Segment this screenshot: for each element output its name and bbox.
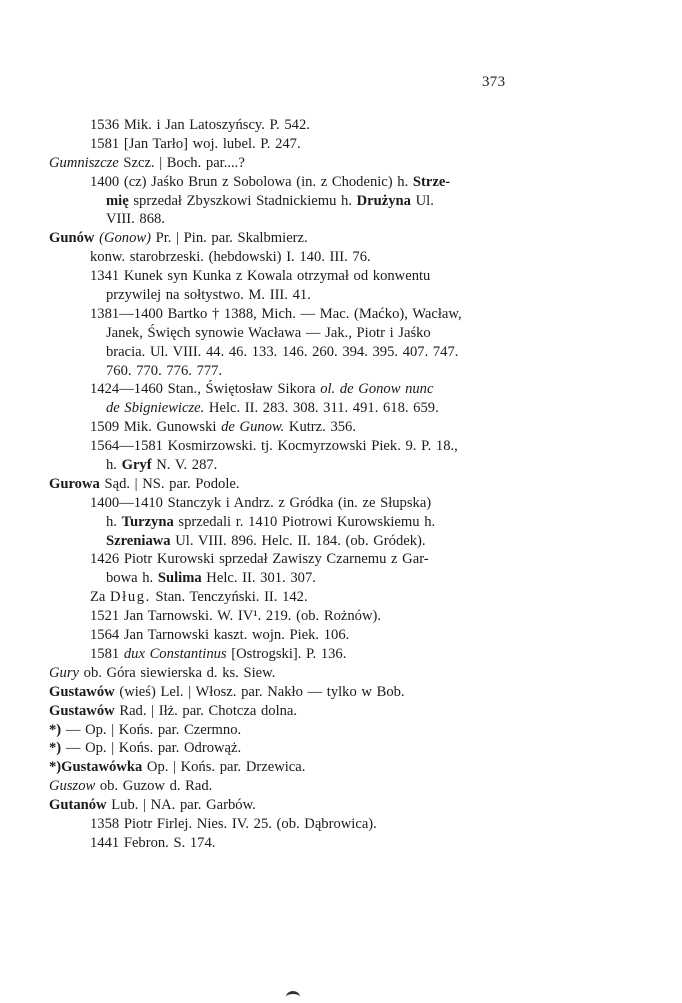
text-run: ob. Góra siewierska d. ks. Siew. <box>79 664 276 681</box>
text-run: Szcz. | Boch. par....? <box>118 154 245 171</box>
italic-text: de Gunow. <box>221 419 285 436</box>
text-run: Ul. VIII. 896. Helc. II. 184. (ob. Gródek). <box>170 532 426 549</box>
gazetteer-entries <box>0 116 682 853</box>
text-line <box>0 683 682 702</box>
text-run: Stan. Tenczyński. II. 142. <box>150 589 308 606</box>
text-line <box>0 494 682 513</box>
italic-text: dux Constantinus <box>123 645 227 662</box>
text-run: VIII. 868. <box>106 211 165 228</box>
text-line <box>0 210 682 229</box>
entry-headword: *) <box>49 740 62 757</box>
text-line <box>0 418 682 437</box>
text-run: N. V. 287. <box>151 457 218 474</box>
text-line <box>0 721 682 740</box>
text-line <box>0 796 682 815</box>
text-line <box>0 229 682 248</box>
italic-text: ol. de Gonow nunc <box>320 381 434 398</box>
text-run: Za <box>90 589 111 606</box>
text-line <box>0 550 682 569</box>
text-line <box>0 513 682 532</box>
text-run: 1581 <box>90 645 124 662</box>
text-run: przywilej na sołtystwo. M. III. 41. <box>106 287 311 304</box>
text-run: bowa h. <box>106 570 158 587</box>
text-run: Lub. | NA. par. Garbów. <box>106 797 256 814</box>
text-line <box>0 664 682 683</box>
text-run: Janek, Święch synowie Wacława — Jak., Piotr i Jaśko <box>106 324 431 341</box>
text-run: h. <box>106 513 122 530</box>
text-line <box>0 777 682 796</box>
text-line <box>0 248 682 267</box>
text-line <box>0 380 682 399</box>
entry-headword: Sulima <box>157 570 202 587</box>
italic-text: Guszow <box>49 778 96 795</box>
text-line <box>0 267 682 286</box>
text-run: Sąd. | NS. par. Podole. <box>99 475 240 492</box>
text-run: Kutrz. 356. <box>284 419 356 436</box>
text-run: 1358 Piotr Firlej. Nies. IV. 25. (ob. Dąbrowica). <box>90 815 377 832</box>
text-run: [Ostrogski]. P. 136. <box>226 645 347 662</box>
text-run: sprzedali r. 1410 Piotrowi Kurowskiemu h. <box>173 513 436 530</box>
text-run: 1341 Kunek syn Kunka z Kowala otrzymał od konwentu <box>90 268 431 285</box>
text-line <box>0 343 682 362</box>
entry-headword: Gustawów <box>49 683 115 700</box>
text-line <box>0 286 682 305</box>
text-run: Rad. | Iłż. par. Chotcza dolna. <box>114 702 298 719</box>
text-line <box>0 815 682 834</box>
text-run: 1536 Mik. i Jan Latoszyńscy. P. 542. <box>90 117 310 133</box>
text-run: — Op. | Końs. par. Czermno. <box>61 721 242 738</box>
text-run: Pr. | Pin. par. Skalbmierz. <box>150 230 308 247</box>
text-line <box>0 569 682 588</box>
text-line <box>0 154 682 173</box>
entry-headword: Gunów <box>49 230 95 247</box>
text-run: Ul. <box>410 192 434 209</box>
entry-headword: Turzyna <box>121 513 174 530</box>
text-run: sprzedał Zbyszkowi Stadnickiemu h. <box>128 192 357 209</box>
text-run: ob. Guzow d. Rad. <box>95 778 213 795</box>
text-line <box>0 192 682 211</box>
text-run: 1581 [Jan Tarło] woj. lubel. P. 247. <box>90 135 301 152</box>
text-run: h. <box>106 457 122 474</box>
text-run: Op. | Końs. par. Drzewica. <box>142 759 306 776</box>
text-run: konw. starobrzeski. (hebdowski) I. 140. III. 76. <box>90 249 371 266</box>
text-line <box>0 532 682 551</box>
print-artifact-mark <box>286 991 300 1003</box>
entry-headword: Gurowa <box>49 475 100 492</box>
text-run: — Op. | Końs. par. Odrowąż. <box>61 740 242 757</box>
text-line <box>0 116 682 135</box>
text-line <box>0 456 682 475</box>
text-line <box>0 399 682 418</box>
text-run: 1381—1400 Bartko † 1388, Mich. — Mac. (Maćko), Wacław, <box>90 305 462 322</box>
text-run: bracia. Ul. VIII. 44. 46. 133. 146. 260. 394. 395. 407. 747. <box>106 343 459 360</box>
text-line <box>0 362 682 381</box>
text-line <box>0 437 682 456</box>
text-run: 1521 Jan Tarnowski. W. IV¹. 219. (ob. Rożnów). <box>90 608 381 625</box>
text-line <box>0 305 682 324</box>
text-line <box>0 135 682 154</box>
text-line <box>0 607 682 626</box>
text-line <box>0 739 682 758</box>
text-run: 1564 Jan Tarnowski kaszt. wojn. Piek. 106. <box>90 627 350 644</box>
text-run: 1441 Febron. S. 174. <box>90 834 216 851</box>
text-line <box>0 702 682 721</box>
text-run: 1400—1410 Stanczyk i Andrz. z Gródka (in. ze Słupska) <box>90 494 432 511</box>
entry-headword: *) <box>49 721 62 738</box>
italic-text: de Sbigniewicze. <box>106 400 205 417</box>
entry-headword: mię <box>106 192 129 209</box>
text-run: 1564—1581 Kosmirzowski. tj. Kocmyrzowski Piek. 9. P. 18., <box>90 438 458 455</box>
text-run: Helc. II. 283. 308. 311. 491. 618. 659. <box>204 400 439 417</box>
text-run: 1509 Mik. Gunowski <box>90 419 222 436</box>
entry-headword: Strze- <box>412 173 451 190</box>
text-line <box>0 324 682 343</box>
entry-headword: Gutanów <box>49 797 107 814</box>
text-run: 1426 Piotr Kurowski sprzedał Zawiszy Czarnemu z Gar- <box>90 551 429 568</box>
text-run: 1400 (cz) Jaśko Brun z Sobolowa (in. z Chodenic) h. <box>90 173 413 190</box>
text-line <box>0 588 682 607</box>
text-run: (wieś) Lel. | Włosz. par. Nakło — tylko w Bob. <box>114 683 405 700</box>
entry-headword: Gustawów <box>49 702 115 719</box>
italic-text: Gumniszcze <box>49 154 119 171</box>
italic-text: (Gonow) <box>99 230 151 247</box>
text-line <box>0 475 682 494</box>
text-run: 1424—1460 Stan., Świętosław Sikora <box>90 381 321 398</box>
entry-headword: Gryf <box>121 457 152 474</box>
text-run: Dług. <box>110 589 151 606</box>
entry-headword: Drużyna <box>356 192 411 209</box>
entry-headword: *)Gustawówka <box>49 759 143 776</box>
text-run: 760. 770. 776. 777. <box>106 362 223 379</box>
entry-headword: Szreniawa <box>106 532 171 549</box>
text-line <box>0 645 682 664</box>
page-number: 373 <box>482 74 506 90</box>
text-line <box>0 834 682 853</box>
text-run: Helc. II. 301. 307. <box>201 570 316 587</box>
text-line <box>0 758 682 777</box>
text-line <box>0 173 682 192</box>
italic-text: Gury <box>49 664 79 681</box>
text-line <box>0 626 682 645</box>
